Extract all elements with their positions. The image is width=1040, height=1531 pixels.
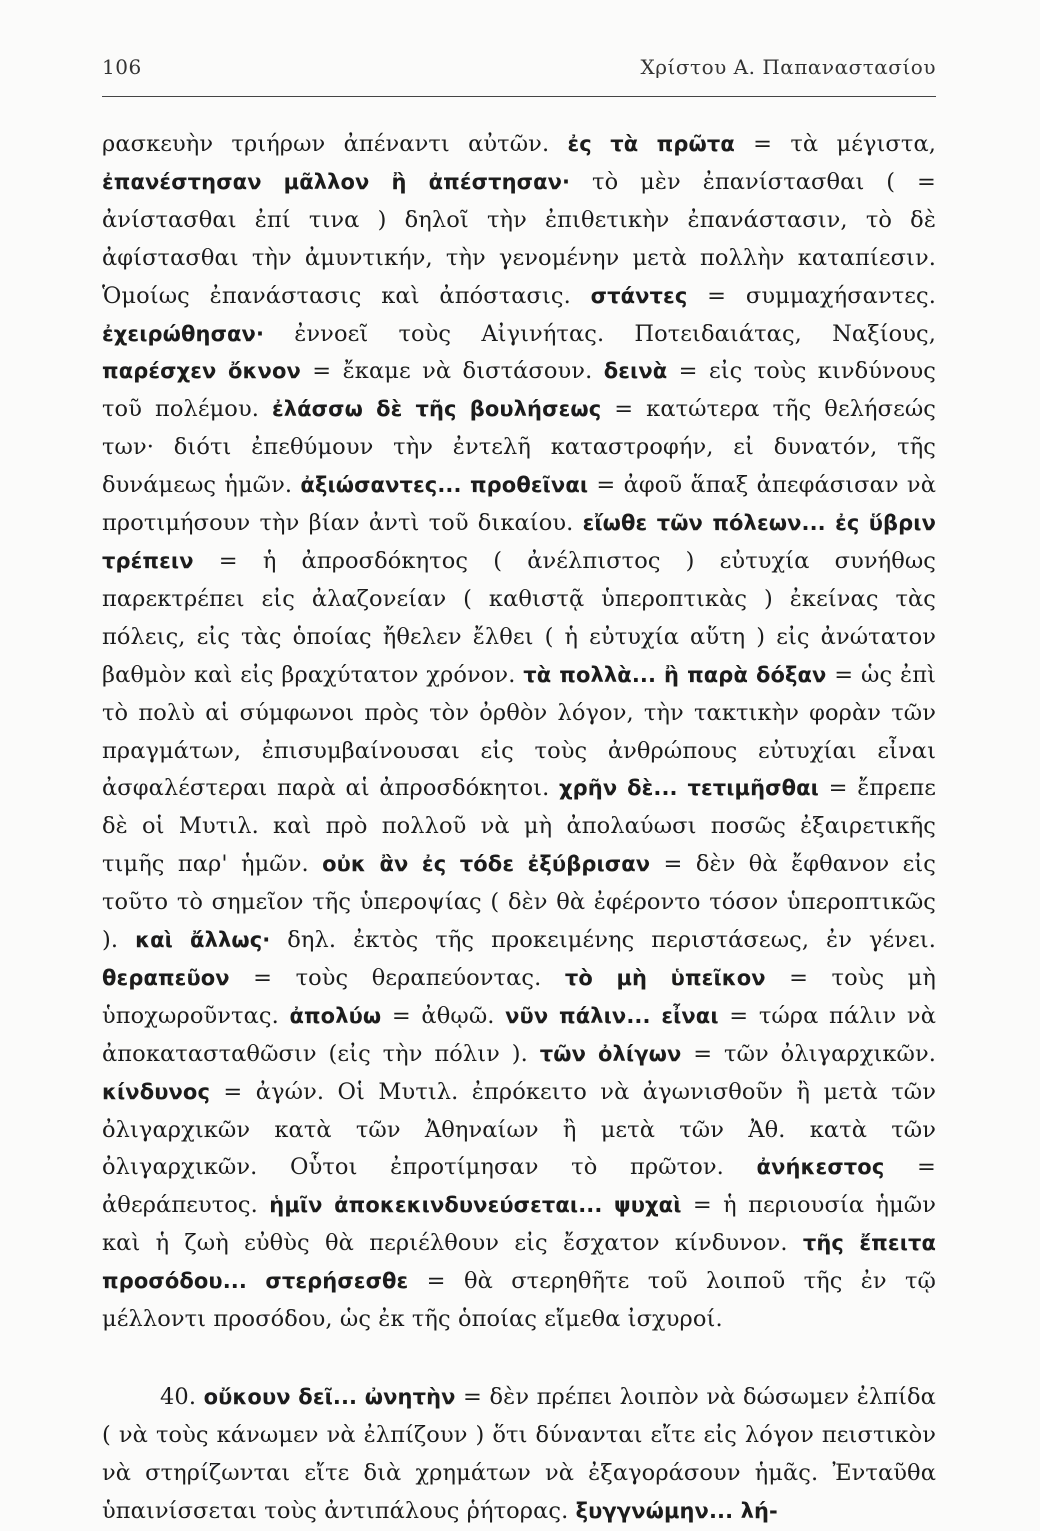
gloss-text: = ἡ περιουσία ἡμῶν καὶ ἡ ζωὴ εὐθὺς θὰ περιέλθουν εἰς ἔσχατον κίνδυνον. xyxy=(102,1192,937,1257)
lemma: ξυγγνώμην... λή- xyxy=(575,1498,778,1523)
lemma: τὸ μὴ ὑπεῖκον xyxy=(564,965,766,990)
gloss-text: = ἔπρεπε δὲ οἱ Μυτιλ. καὶ πρὸ πολλοῦ νὰ μὴ ἀπολαύωσι ποσῶς ἐξαιρετικῆς τιμῆς παρ' ἡμῶν. xyxy=(102,775,937,878)
gloss-text: = εἰς τοὺς κινδύνους τοῦ πολέμου. xyxy=(102,358,936,423)
lemma: ἐπανέστησαν μᾶλλον ἢ ἀπέστησαν· xyxy=(102,169,571,194)
lemma: τῶν ὀλίγων xyxy=(539,1041,682,1066)
lemma: ἐς τὰ πρῶτα xyxy=(567,132,735,156)
lemma: τὰ πολλὰ... ἢ παρὰ δόξαν xyxy=(523,662,827,687)
gloss-text: = τοὺς μὴ ὑποχωροῦντας. xyxy=(102,964,936,1029)
gloss-text: = ἀθῳῶ. xyxy=(381,1002,506,1029)
gloss-text: = τώρα πάλιν νὰ ἀποκατασταθῶσιν (εἰς τὴν πόλιν ). xyxy=(102,1002,936,1067)
lemma: εἴωθε τῶν πόλεων... ἐς ὕβριν τρέπειν xyxy=(102,511,936,573)
commentary-body xyxy=(102,126,936,1531)
lemma: οὔκουν δεῖ... ὠνητὴν xyxy=(203,1385,456,1409)
gloss-text: ἐννοεῖ τοὺς Αἰγινήτας. Ποτειδαιάτας, Ναξίους, xyxy=(264,320,936,347)
gloss-text: ρασκευὴν τριήρων ἀπέναντι αὐτῶν. xyxy=(102,131,568,157)
running-author: Χρίστου Α. Παπαναστασίου xyxy=(640,55,936,79)
lemma: δεινὰ xyxy=(603,359,668,384)
gloss-text: = δὲν θὰ ἔφθανον εἰς τοῦτο τὸ σημεῖον τῆς ὑπεροψίας ( δὲν θὰ ἐφέροντο τόσον ὑπεροπτικῶς ). xyxy=(102,851,936,954)
gloss-text: = ἀθεράπευτος. xyxy=(102,1154,936,1219)
lemma: στάντες xyxy=(590,283,688,308)
gloss-text: = τοὺς θεραπεύοντας. xyxy=(229,964,565,991)
lemma: ἀπολύω xyxy=(289,1003,382,1028)
lemma: θεραπεῦον xyxy=(102,965,230,990)
lemma: χρῆν δὲ... τετιμῆσθαι xyxy=(559,776,819,801)
lemma: οὐκ ἂν ἐς τόδε ἐξύβρισαν xyxy=(322,852,651,877)
gloss-text: δηλ. ἐκτὸς τῆς προκειμένης περιστάσεως, ἐν γένει. xyxy=(270,927,936,954)
lemma: ἐχειρώθησαν· xyxy=(102,321,265,346)
lemma: παρέσχεν ὄκνον xyxy=(102,359,301,384)
lemma: ἐλάσσω δὲ τῆς βουλήσεως xyxy=(271,397,602,422)
lemma: νῦν πάλιν... εἶναι xyxy=(505,1003,719,1028)
lemma: ἀνήκεστος xyxy=(756,1155,885,1180)
gloss-text: = ἡ ἀπροσδόκητος ( ἀνέλπιστος ) εὐτυχία συνήθως παρεκτρέπει εἰς ἀλαζονείαν ( καθιστᾷ ὑπεροπτικὰς ) ἐκείνας τὰς πόλεις, εἰς τὰς ὁποίας ἤθελεν ἔλθει ( ἡ εὐτυχία αὕτη ) εἰς ἀνώτατον βαθμὸν καὶ εἰς βραχύτατον χρόνον. xyxy=(102,547,936,688)
gloss-text: = ἀφοῦ ἅπαξ ἀπεφάσισαν νὰ προτιμήσουν τὴν βίαν ἀντὶ τοῦ δικαίου. xyxy=(102,472,936,537)
gloss-text: = ἀγών. Οἱ Μυτιλ. ἐπρόκειτο νὰ ἀγωνισθοῦν ἢ μετὰ τῶν ὀλιγαρχικῶν κατὰ τῶν Ἀθηναίων ἢ μετὰ τῶν Ἀθ. κατὰ τῶν ὀλιγαρχικῶν. Οὗτοι ἐπροτίμησαν τὸ πρῶτον. xyxy=(102,1078,936,1181)
gloss-text: = δὲν πρέπει λοιπὸν νὰ δώσωμεν ἐλπίδα ( νὰ τοὺς κάνωμεν νὰ ἐλπίζουν ) ὅτι δύνανται εἴτε εἰς λόγον πειστικὸν νὰ στηρίζωνται εἴτε διὰ χρημάτων νὰ ἐξαγοράσουν ἡμᾶς. Ἐνταῦθα ὑπαινίσσεται τοὺς ἀντιπάλους ῥήτορας. xyxy=(102,1384,936,1524)
commentary-paragraph-40 xyxy=(102,1379,936,1531)
lemma: καὶ ἄλλως· xyxy=(135,928,271,953)
lemma: κίνδυνος xyxy=(102,1079,210,1104)
running-header xyxy=(102,55,936,79)
gloss-text: = ἔκαμε νὰ διστάσουν. xyxy=(300,358,604,385)
gloss-text: τὸ μὲν ἐπανίστασθαι ( = ἀνίστασθαι ἐπί τινα ) δηλοῖ τὴν ἐπιθετικὴν ἐπανάστασιν, τὸ δὲ ἀφίστασθαι τὴν ἀμυντικήν, τὴν γενομένην μετὰ πολλὴν καταπίεσιν. Ὁμοίως ἐπανάστασις καὶ ἀπόστασις. xyxy=(102,168,937,309)
page-number: 106 xyxy=(102,55,142,79)
lemma: ἡμῖν ἀποκεκινδυνεύσεται... ψυχαὶ xyxy=(269,1193,682,1218)
gloss-text: = συμμαχήσαντες. xyxy=(687,282,936,309)
header-rule xyxy=(102,96,936,97)
commentary-paragraph-39 xyxy=(102,126,936,1339)
gloss-text: = τὰ μέγιστα, xyxy=(734,131,936,157)
lemma: ἀξιώσαντες... προθεῖναι xyxy=(300,473,589,498)
gloss-text: = ὡς ἐπὶ τὸ πολὺ αἱ σύμφωνοι πρὸς τὸν ὀρθὸν λόγον, τὴν τακτικὴν φορὰν τῶν πραγμάτων, ἐπισυμβαίνουσαι εἰς τοὺς ἀνθρώπους εὐτυχίαι εἶναι ἀσφαλέστεραι παρὰ αἱ ἀπροσδόκητοι. xyxy=(102,661,936,802)
gloss-text: 40. xyxy=(160,1384,204,1410)
gloss-text: = τῶν ὀλιγαρχικῶν. xyxy=(681,1040,937,1067)
lemma: τῆς ἔπειτα προσόδου... στερήσεσθε xyxy=(102,1231,936,1294)
gloss-text: = θὰ στερηθῆτε τοῦ λοιποῦ τῆς ἐν τῷ μέλλοντι προσόδου, ὡς ἐκ τῆς ὁποίας εἴμεθα ἰσχυροί. xyxy=(102,1268,936,1333)
gloss-text: = κατώτερα τῆς θελήσεώς των· διότι ἐπεθύμουν τὴν ἐντελῆ καταστροφήν, εἰ δυνατόν, τῆς δυνάμεως ἡμῶν. xyxy=(102,396,937,499)
